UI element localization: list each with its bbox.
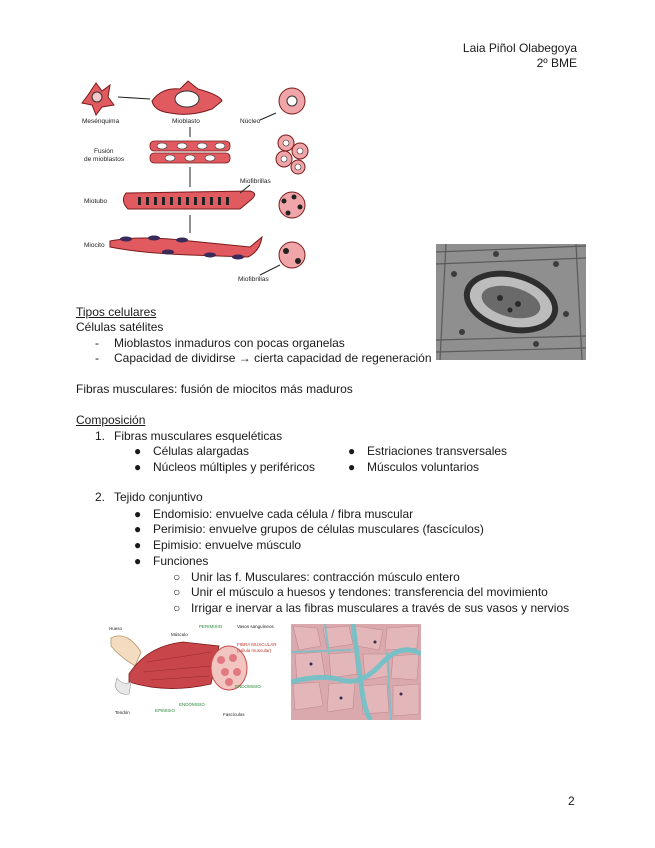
bullet-icon: ● [134,507,142,521]
circle-bullet-icon: ○ [173,585,181,599]
connective-item: Funciones [153,554,209,568]
label-nucleo: Núcleo [240,118,261,125]
myogenesis-diagram [80,75,320,290]
circle-bullet-icon: ○ [173,570,181,584]
course-label: 2º BME [536,56,577,70]
function-item: Irrigar e inervar a las fibras musculares a través de sus vasos y nervios [191,601,570,615]
label-endomisio: ENDOMISIO [179,702,205,707]
fiber-feature: Núcleos múltiples y periféricos [153,460,316,474]
label-vasos: Vasos sanguíneos [237,624,274,629]
label-mesenquima: Mesénquima [82,118,120,125]
bullet-icon: ● [134,554,142,568]
label-miofibrillas-top: Miofibrillas [240,178,271,185]
label-epimisio: EPIMISIO [155,708,176,713]
list-number: 2. [95,490,106,504]
label-miocito: Miocito [84,242,105,249]
skeletal-fibers-title: Fibras musculares esqueléticas [114,429,283,443]
satellite-item: Capacidad de dividirse → cierta capacidad de regeneración [114,351,432,365]
dash-bullet: - [95,351,99,365]
function-item: Unir las f. Musculares: contracción músculo entero [191,570,460,584]
composition-heading: Composición [76,413,146,427]
function-item: Unir el músculo a huesos y tendones: transferencia del movimiento [191,585,548,599]
connective-item: Epimisio: envuelve músculo [153,538,302,552]
label-miotubo: Miotubo [84,198,108,205]
label-tendon: Tendón [115,710,130,715]
label-mioblasto: Mioblasto [172,118,200,125]
label-miofibrillas-bottom: Miofibrillas [238,276,269,283]
connective-item: Endomisio: envuelve cada célula / fibra muscular [153,507,414,521]
cell-types-heading: Tipos celulares [76,305,157,319]
satellite-item: Mioblastos inmaduros con pocas organelas [114,336,345,350]
label-fasciculos: Fascículos [223,712,245,717]
page-number: 2 [568,794,575,808]
bullet-icon: ● [348,460,356,474]
fibers-text: Fibras musculares: fusión de miocitos más maduros [76,382,353,396]
circle-bullet-icon: ○ [173,601,181,615]
muscle-anatomy-diagram [107,622,285,722]
micrograph-satellite-cell [436,244,586,360]
label-fusion: Fusión [94,148,114,155]
dash-bullet: - [95,336,99,350]
satellite-cells-subheading: Células satélites [76,320,164,334]
author-name: Laia Piñol Olabegoya [462,41,577,55]
fiber-feature: Células alargadas [153,444,250,458]
bullet-icon: ● [134,444,142,458]
fiber-feature: Estriaciones transversales [367,444,508,458]
bullet-icon: ● [348,444,356,458]
label-hueso: Hueso [109,626,123,631]
list-number: 1. [95,429,106,443]
label-endomisio-right: ENDOMISIO [235,684,261,689]
connective-item: Perimisio: envuelve grupos de células musculares (fascículos) [153,522,484,536]
connective-tissue-title: Tejido conjuntivo [114,490,203,504]
label-perimisio: PERIMISIO [199,624,223,629]
label-fibra: FIBRA MUSCULAR [237,642,277,647]
label-fusion-sub: de mioblastos [84,156,125,163]
bullet-icon: ● [134,460,142,474]
bullet-icon: ● [134,538,142,552]
label-musculo: Músculo [171,632,188,637]
fiber-feature: Músculos voluntarios [367,460,480,474]
histology-image [291,624,421,720]
label-fibra-sub: (célula muscular) [237,648,272,653]
bullet-icon: ● [134,522,142,536]
